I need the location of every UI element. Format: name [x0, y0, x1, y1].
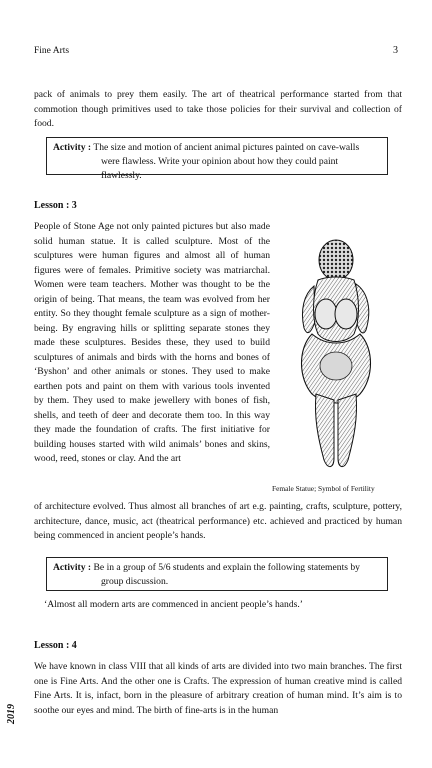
- intro-paragraph: pack of animals to prey them easily. The art of theatrical performance started from that commotion though primitives used to take those policies for their survival and collection of food.: [34, 89, 402, 129]
- lesson-3-wrapped-text: People of Stone Age not only painted pictures but also made solid human statue. It is called sculpture. Most of the sculptures were human figures and almost all of human figures were of females. Primitive society was matriarchal. Women were team teachers. Mother was thought to be the origin of being. That means, the team was evolved from her entity. So they thought female sculpture as a sign of mother-being. By engraving hills or splitting separate stones they made these sculptures. Besides these, they used to build sculptures of animals and birds with the horns and bones of ‘Byshon’ and other animals or stones. They used to make earthen pots and paint on them with various tools invented by them. They used to make jewellery with bones of fish, shells, and teeth of deer and decorate them too. In this way they made the foundation of crafts. The first initiative for building houses started with wild animals’ bones and skins, wood, reed, stones or clay. And the art: [34, 221, 270, 464]
- lesson-3-continued-text: of architecture evolved. Thus almost all branches of art e.g. painting, crafts, sculpture, pottery, architecture, dance, music, act (theatrical performance) etc. achieved and practiced by human being commenced in ancient people’s hands.: [34, 501, 402, 541]
- activity-text-line2: were flawless. Write your opinion about how they could paint flawlessly.: [101, 156, 339, 181]
- running-header-title: Fine Arts: [34, 46, 70, 56]
- activity-box-2: [46, 557, 388, 591]
- activity-label: Activity :: [53, 142, 92, 153]
- lesson-3-heading: Lesson : 3: [34, 200, 77, 211]
- quote-statement: ‘Almost all modern arts are commenced in ancient people’s hands.’: [44, 599, 303, 610]
- lesson-4-text: We have known in class VIII that all kinds of arts are divided into two main branches. The first one is Fine Arts. And the other one is Crafts. The expression of human creative mind is called Fine Arts. It is, infact, born in the pleasure of arbitrary creation of human mind. It’s aim is to soothe our eyes and mind. The birth of fine-arts is in the human: [34, 661, 402, 716]
- activity-label-2: Activity :: [53, 562, 92, 573]
- venus-statue-image: [282, 238, 382, 476]
- lesson-4-heading: Lesson : 4: [34, 640, 77, 651]
- activity-2-text-line2: group discussion.: [101, 576, 169, 587]
- figure-caption: Female Statue; Symbol of Fertility: [272, 484, 375, 493]
- margin-year: 2019: [6, 704, 17, 724]
- activity-text-line1: The size and motion of ancient animal pictures painted on cave-walls: [93, 142, 360, 153]
- activity-box-1: [46, 137, 388, 181]
- activity-2-text-line1: Be in a group of 5/6 students and explain the following statements by: [93, 562, 360, 573]
- venus-statue-icon: [282, 238, 382, 476]
- page-number: 3: [393, 45, 398, 56]
